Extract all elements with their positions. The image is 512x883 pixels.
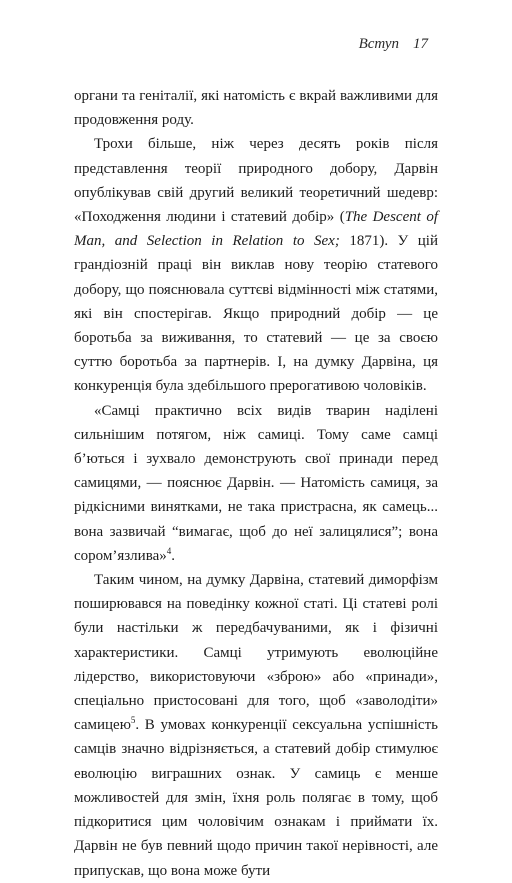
running-head [359, 36, 428, 53]
paragraph [74, 399, 438, 568]
paragraph [74, 132, 438, 398]
text-run: органи та геніталії, які натомість є вкрай важливими для продовження роду. [74, 88, 438, 129]
text-run: 1871). У цій грандіозній праці він виклав нову теорію статевого добору, що пояснювала суттєві відмінності між статями, які він спостерігав. Якщо природний добір — це боротьба за виживання, то статевий — це за своєю суттю боротьба за партнерів. І, на думку Дарвіна, ця конкуренція була здебільшого прерогативою чоловіків. [74, 233, 438, 395]
text-run: . В умовах конкуренції сексуальна успішність самців значно відрізняється, а статевий добір стимулює еволюцію виграшних ознак. У самиць є менше можливостей для змін, їхня роль полягає в тому, щоб підкоритися цим чоловічим ознакам і приймати їх. Дарвін не був певний щодо причин такої нерівності, але припускав, що вона може бути [74, 717, 438, 879]
text-run: Трохи більше, ніж через десять років після представлення теорії природного добору, Дарвін опублікував свій другий великий теоретичний шедевр: «Походження людини і статевий добір» ( [74, 136, 438, 226]
text-run: . [171, 547, 175, 564]
italic-title: The Descent of Man, and Selection in Relation to Sex; [74, 209, 438, 250]
body-text [74, 84, 438, 883]
text-run: Таким чином, на думку Дарвіна, статевий диморфізм поширювався на поведінку кожної статі. Ці статеві ролі були настільки ж передбачуваними, як і фізичні характеристики. Самці утримують еволюційне лідерство, використовуючи «зброю» або «принади», спеціально пристосовані для того, щоб «заволодіти» самицею [74, 572, 438, 734]
page-number: 17 [413, 36, 428, 52]
section-title: Вступ [358, 36, 399, 52]
paragraph [74, 568, 438, 883]
paragraph [74, 84, 438, 132]
footnote-ref: 5 [130, 715, 136, 726]
footnote-ref: 4 [166, 545, 172, 556]
text-run: «Самці практично всіх видів тварин наділені сильнішим потягом, ніж самиці. Тому саме самці б’ються і зухвало демонструють свої принади перед самицями, — пояснює Дарвін. — Натомість самиця, за рідкісними винятками, не така пристрасна, як самець... вона зазвичай “вимагає, щоб до неї залицялися”; вона сором’язлива» [74, 402, 438, 564]
